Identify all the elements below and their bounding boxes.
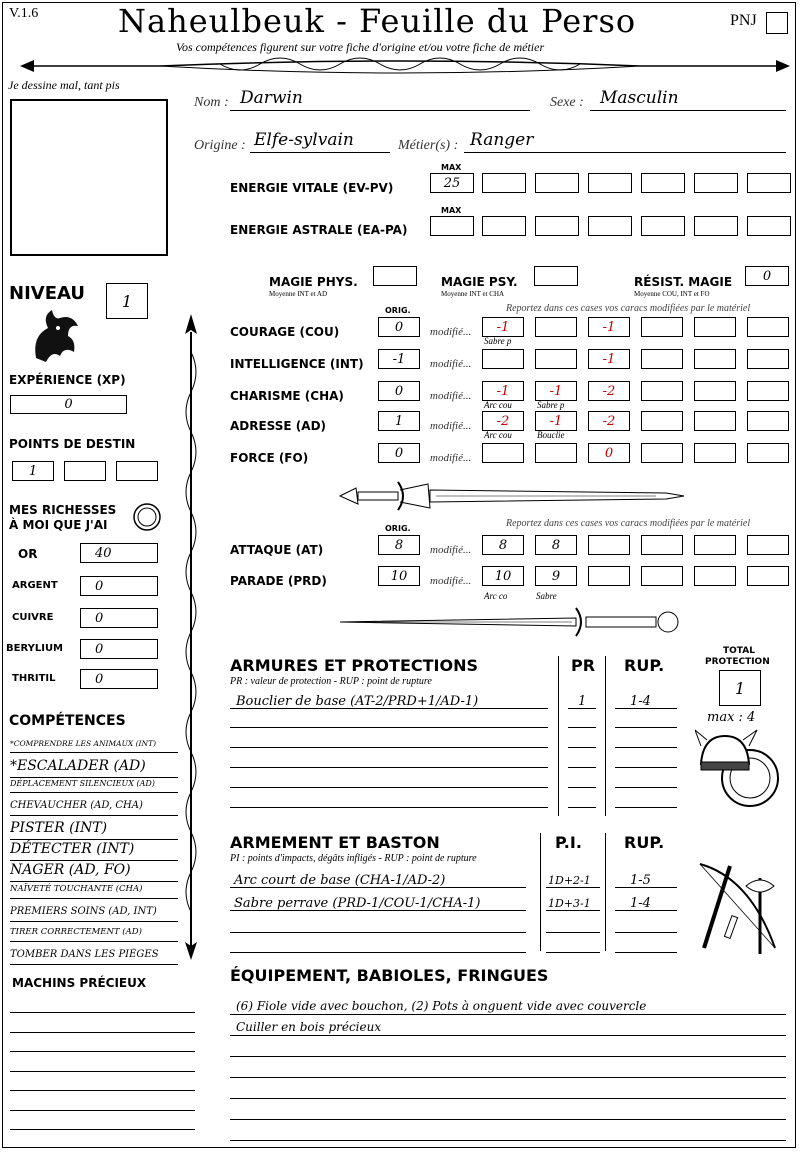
richesse-box-1-value: 0 [95, 578, 104, 594]
combat-orig-box-0[interactable] [378, 535, 420, 555]
combat-note-1: Arc co [484, 591, 508, 601]
combat-orig-label: ORIG. [385, 524, 411, 533]
stat-note-2-1: Arc cou [484, 400, 512, 410]
combat-mod-box-1-1-value: 10 [494, 568, 512, 584]
stat-mod-box-2-1[interactable] [482, 381, 524, 401]
machin-line[interactable] [10, 1090, 195, 1091]
ev-label: ENERGIE VITALE (EV-PV) [230, 181, 394, 195]
arme-pi-line[interactable] [546, 952, 600, 953]
stat-mod-box-1-2[interactable] [535, 349, 577, 369]
armures-sub: PR : valeur de protection - RUP : point de rupture [230, 676, 432, 687]
richesse-label-3: BERYLIUM [6, 643, 64, 654]
arme-pi-line[interactable] [546, 910, 600, 911]
stat-mod-box-2-1-value: -1 [496, 383, 510, 399]
stat-mod-box-3-3[interactable] [588, 411, 630, 431]
competence-item: DÉPLACEMENT SILENCIEUX (AD) [10, 778, 178, 793]
combat-mod-box-1-6[interactable] [747, 566, 789, 586]
sexe-value: Masculin [600, 88, 679, 108]
equipement-line[interactable] [230, 1014, 786, 1015]
stat-mod-box-4-3-value: 0 [604, 445, 614, 461]
total-label-1: TOTAL [723, 646, 755, 656]
ev-tracker-box-4[interactable] [641, 173, 685, 193]
ea-tracker-box-6[interactable] [747, 216, 791, 236]
armure-pr-line[interactable] [568, 807, 596, 808]
stat-orig-box-4[interactable] [378, 443, 420, 463]
arme-rup: 1-4 [630, 896, 651, 911]
stat-mod-box-0-4[interactable] [641, 317, 683, 337]
nom-value: Darwin [240, 88, 303, 108]
richesse-label-1: ARGENT [12, 580, 58, 591]
stat-mod-box-2-3-value: -2 [602, 383, 616, 399]
stat-label-1: INTELLIGENCE (INT) [230, 357, 364, 371]
armures-col-rup: RUP. [624, 656, 665, 675]
ev-tracker-box-5[interactable] [694, 173, 738, 193]
total-max-label: max : 4 [707, 710, 756, 725]
stat-mod-box-0-5[interactable] [694, 317, 736, 337]
stat-modifie-3: modifié... [430, 420, 472, 432]
armure-rup-line[interactable] [615, 747, 677, 748]
dragon-icon [28, 306, 84, 366]
stat-mod-box-2-4[interactable] [641, 381, 683, 401]
combat-mod-box-1-5[interactable] [694, 566, 736, 586]
stat-mod-box-2-6[interactable] [747, 381, 789, 401]
richesse-label-0: OR [18, 547, 38, 561]
combat-mod-box-1-2-value: 9 [551, 568, 561, 584]
stat-modifie-1: modifié... [430, 358, 472, 370]
portrait-caption: Je dessine mal, tant pis [8, 78, 120, 92]
arme-name: Arc court de base (CHA-1/AD-2) [234, 873, 446, 888]
richesse-box-3-value: 0 [95, 641, 104, 657]
niveau-box[interactable] [106, 283, 148, 319]
combat-mod-box-0-3[interactable] [588, 535, 630, 555]
competence-item: DÉTECTER (INT) [10, 840, 178, 861]
magie-phys-sub: Moyenne INT et AD [269, 290, 327, 298]
stat-mod-box-0-1[interactable] [482, 317, 524, 337]
armure-row-line[interactable] [230, 727, 548, 728]
stat-mod-box-0-2[interactable] [535, 317, 577, 337]
stat-mod-box-0-1-value: -1 [496, 319, 510, 335]
competence-item: NAÏVETÉ TOUCHANTE (CHA) [10, 883, 178, 899]
niveau-label: NIVEAU [9, 283, 85, 304]
page-title: Naheulbeuk - Feuille du Perso [118, 2, 637, 40]
richesse-box-2-value: 0 [95, 610, 104, 626]
equipement-line[interactable] [230, 1077, 786, 1078]
armure-pr: 1 [578, 694, 587, 709]
stat-mod-box-0-3[interactable] [588, 317, 630, 337]
arme-pi-line[interactable] [546, 932, 600, 933]
equipement-line[interactable] [230, 1119, 786, 1120]
combat-mod-box-0-2-value: 8 [551, 537, 561, 553]
competence-item: NAGER (AD, FO) [10, 861, 178, 882]
equipement-line[interactable] [230, 1140, 786, 1141]
ev-tracker-box-1[interactable] [482, 173, 526, 193]
xp-label: EXPÉRIENCE (XP) [9, 373, 126, 387]
competence-item: PREMIERS SOINS (AD, INT) [10, 905, 178, 922]
machin-line[interactable] [10, 1012, 195, 1013]
destin-value-1: 1 [28, 463, 38, 479]
arme-pi: 1D+3-1 [548, 897, 591, 910]
armures-title: ARMURES ET PROTECTIONS [230, 656, 478, 675]
stat-mod-box-2-3[interactable] [588, 381, 630, 401]
combat-mod-box-0-4[interactable] [641, 535, 683, 555]
ev-max-box-value: 25 [443, 175, 461, 191]
ea-label: ENERGIE ASTRALE (EA-PA) [230, 223, 408, 237]
competence-item: TIRER CORRECTEMENT (AD) [10, 926, 178, 942]
version-label: V.1.6 [9, 6, 39, 21]
armement-divider-2 [605, 833, 606, 951]
stat-mod-box-1-4[interactable] [641, 349, 683, 369]
stat-mod-box-3-4[interactable] [641, 411, 683, 431]
ev-tracker-box-2[interactable] [535, 173, 579, 193]
machin-line[interactable] [10, 1051, 195, 1052]
resist-magie-label: RÉSIST. MAGIE [634, 275, 733, 289]
combat-note: Reportez dans ces cases vos caracs modifiées par le matériel [506, 518, 751, 529]
pnj-checkbox[interactable] [766, 12, 788, 34]
competences-label: COMPÉTENCES [9, 713, 126, 729]
combat-mod-box-1-3[interactable] [588, 566, 630, 586]
ev-tracker-box-3[interactable] [588, 173, 632, 193]
equipement-title: ÉQUIPEMENT, BABIOLES, FRINGUES [230, 966, 549, 985]
stat-mod-box-0-3-value: -1 [602, 319, 616, 335]
stat-label-0: COURAGE (COU) [230, 325, 340, 339]
competence-item: *ESCALADER (AD) [10, 757, 178, 778]
stat-mod-box-3-6[interactable] [747, 411, 789, 431]
arme-pi-line[interactable] [546, 887, 600, 888]
stat-mod-box-4-2[interactable] [535, 443, 577, 463]
stat-orig-box-4-value: 0 [394, 445, 404, 461]
stat-mod-box-4-4[interactable] [641, 443, 683, 463]
armure-row-line[interactable] [230, 807, 548, 808]
stat-label-2: CHARISME (CHA) [230, 389, 344, 403]
armure-name: Bouclier de base (AT-2/PRD+1/AD-1) [236, 694, 479, 709]
xp-box[interactable] [10, 395, 127, 414]
armure-rup-line[interactable] [615, 787, 677, 788]
combat-mod-box-0-5[interactable] [694, 535, 736, 555]
stat-orig-box-1-value: -1 [392, 351, 406, 367]
total-label-2: PROTECTION [705, 657, 770, 667]
ea-max-label: MAX [441, 206, 462, 215]
armement-col-pi: P.I. [555, 833, 582, 852]
stat-note-0-1: Sabre p [484, 336, 512, 346]
richesse-label-2: CUIVRE [12, 612, 54, 623]
coin-icon [132, 502, 162, 532]
armure-rup-line[interactable] [615, 727, 677, 728]
armure-pr-line[interactable] [568, 727, 596, 728]
arme-pi: 1D+2-1 [548, 874, 591, 887]
competence-item: *COMPRENDRE LES ANIMAUX (INT) [10, 738, 178, 753]
stat-mod-box-3-1-value: -2 [496, 413, 510, 429]
resist-magie-box[interactable] [745, 266, 789, 286]
stat-mod-box-0-6[interactable] [747, 317, 789, 337]
metier-value: Ranger [470, 130, 534, 150]
destin-label: POINTS DE DESTIN [9, 437, 136, 451]
combat-orig-box-0-value: 8 [394, 537, 404, 553]
armures-divider-2 [605, 656, 606, 816]
stats-orig-label: ORIG. [385, 306, 411, 315]
competence-item: PISTER (INT) [10, 819, 178, 840]
resist-magie-sub: Moyenne COU, INT et FO [634, 290, 710, 298]
richesses-label-1: MES RICHESSES [9, 503, 117, 517]
stat-mod-box-3-2[interactable] [535, 411, 577, 431]
armure-rup-line[interactable] [615, 807, 677, 808]
page-subtitle: Vos compétences figurent sur votre fiche d'origine et/ou votre fiche de métier [176, 40, 545, 54]
stat-mod-box-3-2-value: -1 [549, 413, 563, 429]
combat-mod-box-1-2[interactable] [535, 566, 577, 586]
stat-note-3-2: Bouclie [537, 430, 565, 440]
combat-label-0: ATTAQUE (AT) [230, 543, 324, 557]
origine-label: Origine : [194, 138, 246, 153]
armement-divider-1 [540, 833, 541, 951]
richesse-box-4[interactable] [80, 669, 158, 689]
competence-item: TOMBER DANS LES PIÈGES [10, 948, 178, 965]
stats-note: Reportez dans ces cases vos caracs modifiées par le matériel [506, 303, 751, 314]
combat-mod-box-0-6[interactable] [747, 535, 789, 555]
ev-max-label: MAX [441, 163, 462, 172]
destin-box-3[interactable] [116, 461, 158, 481]
stat-modifie-0: modifié... [430, 326, 472, 338]
armement-col-rup: RUP. [624, 833, 665, 852]
ev-tracker-box-6[interactable] [747, 173, 791, 193]
combat-mod-box-0-1-value: 8 [498, 537, 508, 553]
stat-mod-box-1-5[interactable] [694, 349, 736, 369]
combat-modifie-1: modifié... [430, 575, 472, 587]
stat-mod-box-1-6[interactable] [747, 349, 789, 369]
total-protection-box[interactable] [719, 670, 761, 706]
stat-orig-box-3-value: 1 [394, 413, 404, 429]
stat-mod-box-4-6[interactable] [747, 443, 789, 463]
armure-row-line[interactable] [230, 787, 548, 788]
metier-label: Métier(s) : [398, 138, 459, 153]
destin-box-1[interactable] [12, 461, 54, 481]
sword-icon-2 [336, 604, 686, 640]
xp-value: 0 [64, 397, 73, 412]
combat-orig-box-1[interactable] [378, 566, 420, 586]
richesse-box-4-value: 0 [95, 671, 104, 687]
magie-psy-sub: Moyenne INT et CHA [441, 290, 505, 298]
stat-mod-box-2-2[interactable] [535, 381, 577, 401]
arme-rup-line[interactable] [615, 932, 677, 933]
arme-rup-line[interactable] [615, 952, 677, 953]
richesse-box-3[interactable] [80, 639, 158, 659]
equipement-text: (6) Fiole vide avec bouchon, (2) Pots à onguent vide avec couvercle [236, 999, 647, 1013]
stat-orig-box-0[interactable] [378, 317, 420, 337]
spear-icon [176, 312, 206, 962]
sexe-field[interactable] [590, 88, 786, 111]
armement-sub: PI : points d'impacts, dégâts infligés - RUP : point de rupture [230, 853, 477, 864]
ev-max-box[interactable] [430, 173, 474, 193]
arme-rup: 1-5 [630, 873, 651, 888]
armure-rup: 1-4 [630, 694, 651, 709]
stat-mod-box-1-1[interactable] [482, 349, 524, 369]
nom-label: Nom : [194, 95, 229, 110]
stat-orig-box-3[interactable] [378, 411, 420, 431]
machin-line[interactable] [10, 1032, 195, 1033]
stat-mod-box-2-5[interactable] [694, 381, 736, 401]
combat-mod-box-1-1[interactable] [482, 566, 524, 586]
ea-max-box[interactable] [430, 216, 474, 236]
origine-field[interactable] [250, 130, 390, 153]
machin-line[interactable] [10, 1071, 195, 1072]
stat-label-3: ADRESSE (AD) [230, 419, 327, 433]
arme-row-line[interactable] [230, 952, 526, 953]
armures-divider-1 [558, 656, 559, 816]
pnj-label: PNJ [730, 12, 757, 29]
stat-mod-box-2-2-value: -1 [549, 383, 563, 399]
stat-label-4: FORCE (FO) [230, 451, 309, 465]
machin-line[interactable] [10, 1129, 195, 1130]
equipement-line[interactable] [230, 1035, 786, 1036]
machin-line[interactable] [10, 1110, 195, 1111]
equipement-text: Cuiller en bois précieux [236, 1020, 382, 1034]
sword-icon [336, 478, 686, 514]
equipement-line[interactable] [230, 1098, 786, 1099]
combat-mod-box-1-4[interactable] [641, 566, 683, 586]
ea-tracker-box-5[interactable] [694, 216, 738, 236]
stat-orig-box-2-value: 0 [394, 383, 404, 399]
combat-mod-box-0-1[interactable] [482, 535, 524, 555]
total-protection-value: 1 [734, 678, 746, 698]
nom-field[interactable] [230, 88, 530, 111]
stat-note-3-1: Arc cou [484, 430, 512, 440]
richesse-box-0[interactable] [80, 543, 158, 563]
stat-modifie-4: modifié... [430, 452, 472, 464]
arme-row-line[interactable] [230, 932, 526, 933]
equipement-line[interactable] [230, 1056, 786, 1057]
ea-tracker-box-1[interactable] [482, 216, 526, 236]
combat-note-2: Sabre [536, 591, 557, 601]
ea-tracker-box-3[interactable] [588, 216, 632, 236]
magie-psy-box[interactable] [534, 266, 578, 286]
armure-pr-line[interactable] [568, 787, 596, 788]
arme-name: Sabre perrave (PRD-1/COU-1/CHA-1) [234, 896, 481, 911]
stat-mod-box-3-5[interactable] [694, 411, 736, 431]
stat-mod-box-1-3-value: -1 [602, 351, 616, 367]
competence-item: CHEVAUCHER (AD, CHA) [10, 799, 178, 816]
stat-mod-box-3-3-value: -2 [602, 413, 616, 429]
metier-field[interactable] [464, 130, 786, 153]
magie-phys-box[interactable] [373, 266, 417, 286]
resist-magie-value: 0 [762, 268, 772, 284]
magie-psy-label: MAGIE PSY. [441, 275, 518, 289]
portrait-box[interactable] [10, 99, 168, 256]
stat-orig-box-0-value: 0 [394, 319, 404, 335]
richesse-box-1[interactable] [80, 576, 158, 596]
combat-orig-box-1-value: 10 [390, 568, 408, 584]
richesse-box-0-value: 40 [95, 545, 112, 561]
armure-row-line[interactable] [230, 767, 548, 768]
richesses-label-2: À MOI QUE J'AI [9, 518, 108, 532]
richesse-box-2[interactable] [80, 608, 158, 628]
armure-pr-line[interactable] [568, 767, 596, 768]
origine-value: Elfe-sylvain [254, 130, 354, 150]
destin-box-2[interactable] [64, 461, 106, 481]
stat-mod-box-1-3[interactable] [588, 349, 630, 369]
helmet-shield-icon [695, 726, 780, 811]
armure-rup-line[interactable] [615, 767, 677, 768]
machins-label: MACHINS PRÉCIEUX [12, 976, 147, 990]
richesse-label-4: THRITIL [12, 673, 56, 684]
ea-tracker-box-2[interactable] [535, 216, 579, 236]
armure-row-line[interactable] [230, 747, 548, 748]
niveau-value: 1 [121, 291, 133, 311]
stat-modifie-2: modifié... [430, 390, 472, 402]
armures-col-pr: PR [571, 656, 596, 675]
stat-mod-box-4-5[interactable] [694, 443, 736, 463]
armement-title: ARMEMENT ET BASTON [230, 833, 440, 852]
stat-orig-box-2[interactable] [378, 381, 420, 401]
header-flourish [0, 52, 800, 80]
stat-orig-box-1[interactable] [378, 349, 420, 369]
stat-note-2-2: Sabre p [537, 400, 565, 410]
combat-mod-box-0-2[interactable] [535, 535, 577, 555]
stat-mod-box-4-3[interactable] [588, 443, 630, 463]
armure-pr-line[interactable] [568, 747, 596, 748]
combat-label-1: PARADE (PRD) [230, 574, 327, 588]
magie-phys-label: MAGIE PHYS. [269, 275, 358, 289]
combat-modifie-0: modifié... [430, 544, 472, 556]
sexe-label: Sexe : [550, 95, 584, 110]
weapons-icon [690, 858, 785, 958]
ea-tracker-box-4[interactable] [641, 216, 685, 236]
stat-mod-box-3-1[interactable] [482, 411, 524, 431]
stat-mod-box-4-1[interactable] [482, 443, 524, 463]
